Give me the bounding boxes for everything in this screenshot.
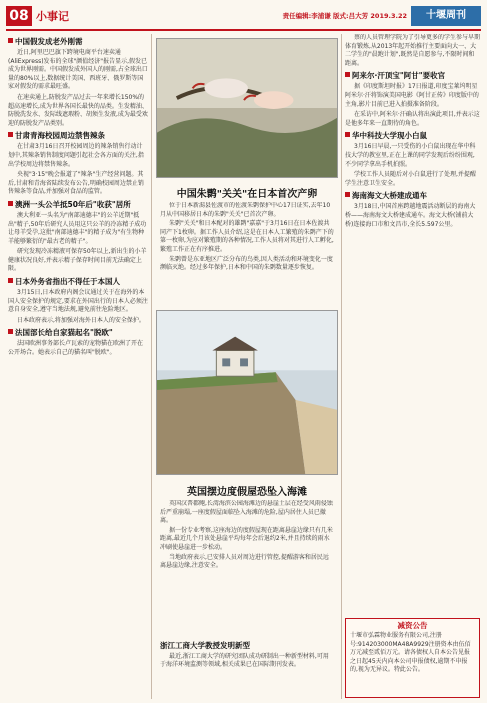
article-paragraph: 当地政府表示,已安排人员对周边进行管控,提醒游客和居民远离悬崖边缘,注意安全。 (160, 553, 329, 570)
bullet-square-icon (345, 72, 350, 77)
page-header (6, 6, 481, 28)
article-title-text: 澳洲一头公羊抵50年后"收获"居所 (15, 199, 131, 209)
article-title-text: 日本外务省指出不得任于本国人 (15, 277, 120, 287)
article-title-text: 法国部长给自家猫起名"脱欧" (15, 328, 113, 338)
article1-body (160, 202, 334, 306)
article-paragraph: 据《印度斯坦时报》17日报道,印度宝莱坞明星阿米尔·汗将饰演美国电影《阿甘正传》印度版中的主角,影片目前已进入拍摄准备阶段。 (345, 83, 479, 108)
article-title-text: 阿来尔·汗顶宝"阿甘"要收官 (352, 71, 446, 81)
article-title (8, 277, 148, 287)
article-paragraph: 3月18日,中国首座跨越地震活动断层的海南大桥——海南海文大桥建成通车。海文大桥(铺前大桥)连接海口市和文昌市,全长5.597公里。 (345, 203, 476, 228)
notice-title: 减资公告 (397, 621, 428, 630)
article-title (345, 131, 480, 141)
header-rule (6, 29, 481, 31)
article-paragraph: 最近,浙江工商大学的研究团队成功研制出一种新型材料,可用于海洋环境监测等领域,相关成果已在国际期刊发表。 (160, 652, 329, 669)
article-paragraph: 3月15日,日本政府内阁会议通过关于在海外的本国人安全保护的规定,要求在外国出行的日本人必须注意自身安全,遵守当地法规,避免前往危险地区。 (8, 289, 148, 314)
article-paragraph: 蔡的人员管理学院为了引导更多的学生参与早期体育锻炼,从2013年起开始推行主要面向大一、大二学生的"晨跑计划",既然是自愿参与,不限时间和距离。 (345, 34, 480, 67)
paper-name: 十堰周刊 (411, 6, 481, 26)
article-title (8, 131, 148, 141)
article-paragraph: 在采访中,阿米尔·汗确认将出演此项目,并表示这是他多年来一直期待的角色。 (345, 111, 480, 127)
bullet-square-icon (8, 38, 13, 43)
article3-title: 浙江工商大学教授发明新型 (160, 641, 250, 650)
article-title (345, 71, 480, 81)
bullet-square-icon (8, 201, 13, 206)
middle-column (156, 34, 338, 699)
article-paragraph: 在速卖通上,防脱发产品过去一年来增长150%的超高速增长,成为世界各国长最快的品类。生发精油、防脱洗发水、发际线遮瑕粉、胡须生发液,成为最受欢迎的防脱发产品类别。 (8, 93, 148, 127)
article-paragraph: 日本政府表示,将加强对海外日本人的安全保护。 (17, 316, 145, 324)
article3 (160, 640, 334, 700)
article-paragraph: 3月16日早晨,一只受伤的小白鼠出现在华中科技大学的教室里,正在上课的同学发现后纷纷围观,不少同学拿出手机拍照。 (345, 143, 476, 168)
article-title (8, 200, 148, 210)
column-divider (341, 34, 342, 699)
article-title (8, 328, 148, 338)
article-paragraph: 澳大利亚一头名为"南部迪德丰"的公羊近期"抵出"精子,50年后研究人员用这只公羊的冷冻精子成功让母羊受孕,这批"南部迪德丰"的精子成为"有生物种羊能够繁衍的"最古老的精子"。 (8, 211, 147, 245)
article-title (8, 37, 148, 47)
left-column (8, 34, 148, 699)
cliff-house-photo (156, 310, 338, 475)
article-title-text: 甘肃青海校园周边禁售辣条 (15, 131, 105, 141)
article-paragraph: 位于日本新潟县佐渡市的佐渡朱鹮保护中心17日证实,去年10月从中国移居日本的朱鹮"关关"已首次产卵。 (160, 202, 331, 218)
article-paragraph: 朱鹮"关关"和日本配对的雄鹮"嘉嘉"于3月16日在日本佐渡共同产下1枚卵。据工作人员介绍,这是在日本人工繁殖的朱鹮产下的第一枚卵,为应对繁殖期的各种情况,工作人员将对其进行人工孵化,繁殖工作正在有序推进。 (160, 220, 334, 253)
right-column (345, 34, 480, 614)
article-paragraph: 朱鹮曾是东亚地区广泛分布的鸟类,因人类活动和环境变化一度濒临灭绝。经过多年保护,日本和中国的朱鹮数量逐步恢复。 (160, 255, 333, 272)
article-paragraph: 近日,阿里巴巴旗下跨境电商平台速卖通(AliExpress)发布的全球"颜值经济"报告显示,假发已成为世界刚需。中国假发成外国人的刚需,占全球出口量的80%以上,数据统计美国、西班牙、俄罗斯等国家对假发的需求最旺盛。 (8, 49, 148, 91)
bullet-square-icon (8, 132, 13, 137)
page-number: 08 (6, 6, 32, 26)
bullet-square-icon (8, 278, 13, 283)
article-paragraph: 在甘肃3月16日召开校园周边的辣条销售行动计划中,其辣条销售制度问题引起社会各方面的关注,指出学校周边将禁售辣条。 (8, 143, 144, 168)
article-title-text: 华中科技大学现小白鼠 (352, 131, 427, 141)
notice-box (345, 618, 480, 698)
article2-title: 英国摆边度假屋恐坠入海滩 (187, 487, 307, 498)
bullet-square-icon (345, 132, 350, 137)
article-paragraph: 学校工作人员随后对小白鼠进行了处理,并提醒学生注意卫生安全。 (345, 171, 476, 187)
notice-text: 十堰市弘霖物业服务有限公司,注册号:914203000MA48A9929注册资本由伍佰万元减至贰佰万元。请各债权人自本公告见报之日起45天内向本公司申报债权,逾期不申报的,视为无异议。特此公告。 (350, 632, 471, 674)
ibis-photo (156, 38, 338, 178)
editor-meta: 责任编辑:李浦谦 版式:吕大芳 2019.3.22 (282, 12, 407, 20)
article1-title: 中国朱鹮"关关"在日本首次产卵 (176, 189, 318, 200)
article-title-text: 中国假发成老外刚需 (15, 37, 83, 46)
article-paragraph: 据一份专业考察,这座海边的度假屋现在距离悬崖边缘只有几米距离,最近几个月该处悬崖平均每年会后退约2米,并且持续的雨水冲刷使悬崖进一步松动。 (160, 526, 333, 551)
article-title (345, 191, 480, 201)
section-title: 小事记 (36, 10, 69, 23)
article-title-text: 海南海文大桥建成通车 (352, 191, 427, 201)
bullet-square-icon (8, 329, 13, 334)
article-paragraph: 法国欧洲事务部长卢瓦索的宠物猫在欧洲了开在公开场合。她表示自己的猫名叫"脱欧"。 (8, 340, 144, 357)
article2-body (160, 500, 334, 632)
article-paragraph: 央视"3·15"晚会报道了"辣条"生产经营问题。其后,甘肃和青海省陆续发布公告,明确校园周边禁止销售辣条等食品,并加强对食品的监管。 (8, 171, 144, 196)
article-paragraph: 英国汉普郡鲍,长湾海滨公园海滩边的悬崖土层在经受风雨侵蚀后严重崩塌,一座度假屋面临坠入海滩的危险,屋内居住人员已撤离。 (160, 500, 333, 525)
article-paragraph: 研究发现冷冻精液可保存50年以上,新出生的小羊健康状况良好,并表示精子保存时间目前无法确定上限。 (8, 248, 147, 273)
bullet-square-icon (345, 192, 350, 197)
column-divider (151, 34, 152, 699)
